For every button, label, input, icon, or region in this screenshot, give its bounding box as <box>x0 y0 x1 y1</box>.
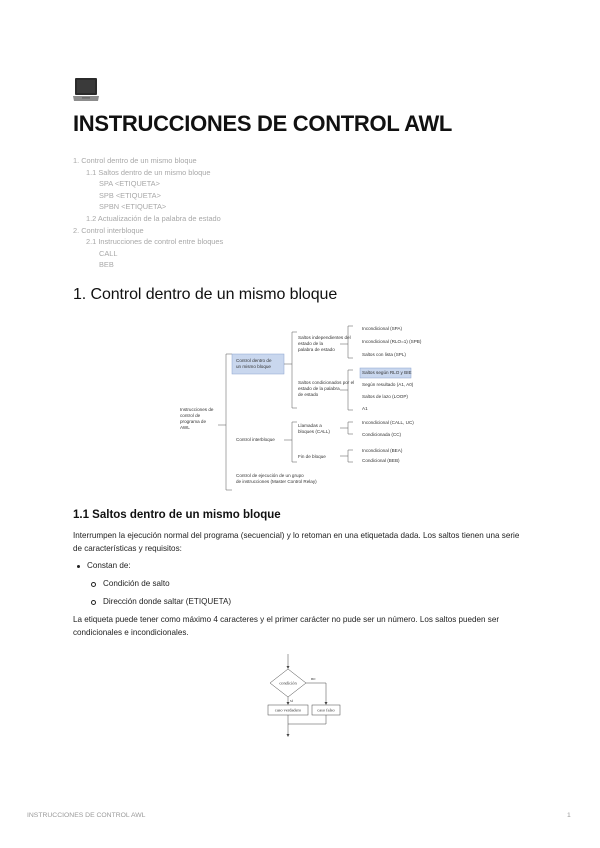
table-of-contents <box>73 155 473 271</box>
sub-bullet-list <box>87 578 473 608</box>
bullet-dot <box>77 565 80 568</box>
mm-leaf: Condicionada (CC) <box>362 432 402 437</box>
true-case-label: caso verdadero <box>274 707 302 713</box>
mind-map-diagram <box>170 322 440 500</box>
mm-group-1: Saltos independientes del estado de la palabra de estado <box>298 335 351 352</box>
sub-bullet-item <box>87 578 473 590</box>
mm-branch-bottom: Control de ejecución de un grupo de instrucciones (Master Control Relay) <box>236 473 317 484</box>
sub-bullet-text: Dirección donde saltar (ETIQUETA) <box>103 597 232 606</box>
mm-leaf: Incondicional (CALL, UC) <box>362 420 414 425</box>
mm-leaf: Incondicional (SPA) <box>362 326 403 331</box>
sub-bullet-ring <box>91 600 96 605</box>
toc-item[interactable]: SPA <ETIQUETA> <box>99 179 160 189</box>
sub-bullet-text: Condición de salto <box>103 579 170 588</box>
bullet-text: Constan de: <box>87 561 131 570</box>
mm-leaf: Incondicional (RLO=1) (SPB) <box>362 339 422 344</box>
toc-item[interactable]: 2.1 Instrucciones de control entre bloques <box>86 237 224 247</box>
toc-item[interactable]: 2. Control interbloque <box>73 225 144 235</box>
toc-item[interactable]: SPB <ETIQUETA> <box>99 190 161 200</box>
toc-item[interactable]: BEB <box>99 260 114 270</box>
bullet-item <box>73 560 473 608</box>
mm-leaf: Condicional (BEB) <box>362 458 400 463</box>
toc-item[interactable]: 1. Control dentro de un mismo bloque <box>73 156 197 165</box>
mm-leaf: Saltos según RLO y BIE <box>362 370 412 375</box>
mm-branch-top: Control dentro de un mismo bloque <box>236 358 272 369</box>
mm-leaf: Según resultado (A1, A0) <box>362 382 414 387</box>
false-case-label: caso falso <box>317 707 335 713</box>
mm-group-2: Saltos condicionados por el estado de la palabra de estado <box>298 380 355 397</box>
mm-leaf: Saltos con lista (SPL) <box>362 352 406 357</box>
footer-page-number: 1 <box>567 812 571 819</box>
mm-branch-mid: Control interbloque <box>236 437 275 442</box>
section-heading: 1. Control dentro de un mismo bloque <box>73 286 338 303</box>
mm-leaf: Saltos de lazo (LOOP) <box>362 394 408 399</box>
mm-group-4: Fin de bloque <box>298 454 326 459</box>
footer-title: INSTRUCCIONES DE CONTROL AWL <box>27 812 146 819</box>
bullet-list <box>73 560 473 608</box>
condition-label: condición <box>279 680 297 686</box>
toc-item[interactable]: SPBN <ETIQUETA> <box>99 202 167 212</box>
mm-root-bracket <box>226 354 232 490</box>
sub-bullet-ring <box>91 582 96 587</box>
yes-label: si <box>290 698 293 703</box>
toc-item[interactable]: 1.1 Saltos dentro de un mismo bloque <box>86 167 211 177</box>
flowchart-diagram <box>262 654 352 744</box>
page-title: INSTRUCCIONES DE CONTROL AWL <box>73 111 453 136</box>
mm-leaf: A1 <box>362 406 368 411</box>
mm-root: Instrucciones de control de programa de AWL <box>180 407 214 430</box>
paragraph-intro: Interrumpen la ejecución normal del programa (secuencial) y lo retoman en una etiquetada dada. Los saltos tienen una serie de características y requisitos: <box>73 531 520 553</box>
subsection-heading: 1.1 Saltos dentro de un mismo bloque <box>73 509 281 521</box>
mm-leaves <box>362 326 422 463</box>
sub-bullet-item <box>87 596 473 608</box>
no-label: no <box>311 676 316 681</box>
paragraph-labels: La etiqueta puede tener como máximo 4 caracteres y el primer carácter no pude ser un número. Los saltos pueden ser condicionales e incondicionales. <box>73 615 500 637</box>
toc-item[interactable]: CALL <box>99 248 118 258</box>
toc-item[interactable]: 1.2 Actualización de la palabra de estado <box>86 213 221 223</box>
mm-group-3: Llamadas a bloques (CALL) <box>298 423 330 434</box>
laptop-icon <box>73 77 99 105</box>
mm-leaf: Incondicional (BEA) <box>362 448 403 453</box>
